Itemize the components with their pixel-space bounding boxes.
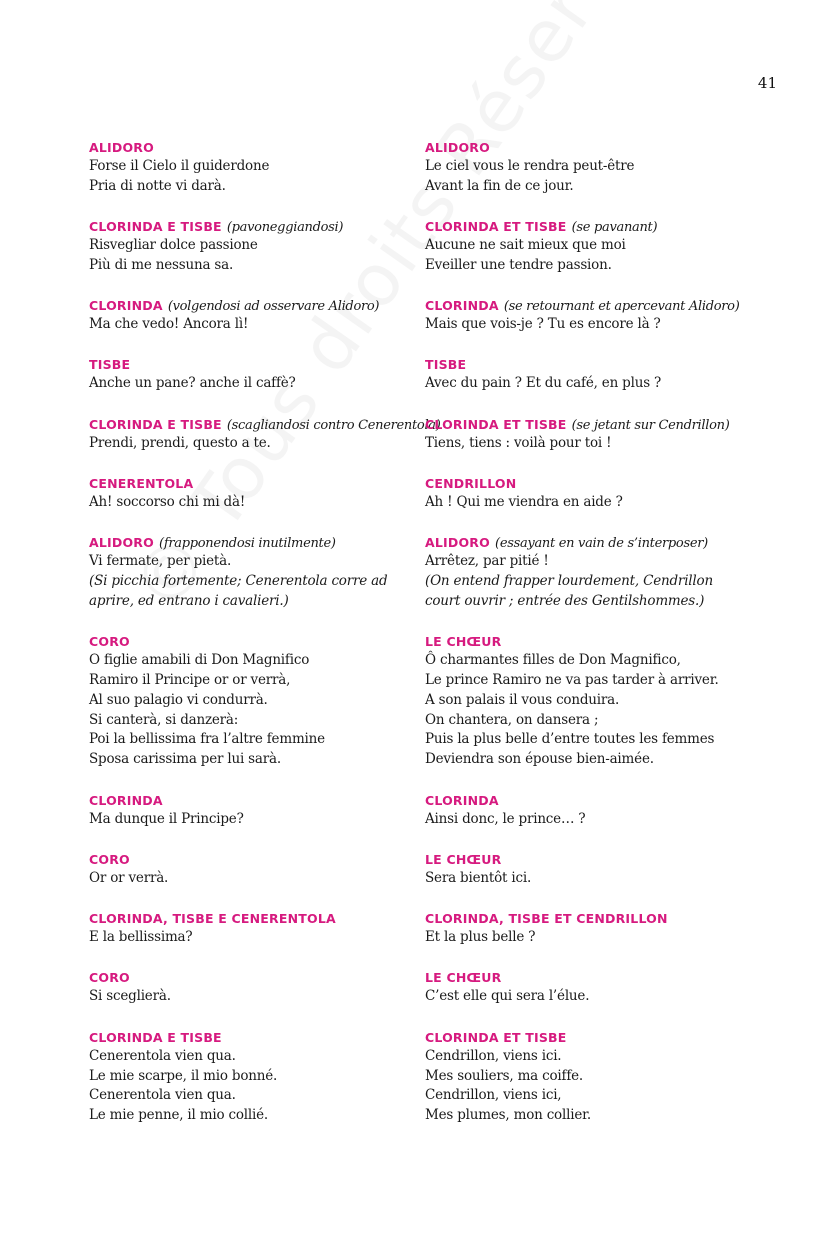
speaker-name: LE CHŒUR: [425, 634, 502, 650]
verse-line: Avant la fin de ce jour.: [425, 177, 574, 194]
verse-line: Avec du pain ? Et du café, en plus ?: [425, 375, 662, 392]
verse-line: Si canterà, si danzerà:: [89, 711, 239, 728]
speaker-name: CENDRILLON: [425, 476, 517, 492]
verse-line: Cendrillon, viens ici.: [425, 1047, 562, 1064]
stage-direction: (se jetant sur Cendrillon): [571, 417, 730, 433]
speaker-line: [425, 532, 755, 552]
dialogue-block: [89, 790, 419, 830]
stage-direction-line: court ouvrir ; entrée des Gentilshommes.): [425, 592, 705, 609]
speaker-name: CORO: [89, 851, 130, 867]
verse-line: Prendi, prendi, questo a te.: [89, 434, 271, 451]
speaker-name: CENERENTOLA: [89, 476, 194, 492]
speaker-line: [425, 473, 755, 493]
verse-line: C’est elle qui sera l’élue.: [425, 988, 590, 1005]
verse-line: Puis la plus belle d’entre toutes les femmes: [425, 731, 715, 748]
speaker-line: [89, 137, 419, 157]
speaker-line: [425, 295, 755, 315]
verse-line: Forse il Cielo il guiderdone: [89, 158, 270, 174]
speaker-line: [89, 473, 419, 493]
verse-line: On chantera, on dansera ;: [425, 711, 599, 728]
verse-line: Si sceglierà.: [89, 988, 171, 1005]
dialogue-block: [425, 473, 755, 513]
stage-direction: (se retournant et apercevant Alidoro): [503, 299, 740, 315]
verse-line: Aucune ne sait mieux que moi: [425, 237, 626, 254]
dialogue-block: [425, 790, 755, 830]
verse-line: Eveiller une tendre passion.: [425, 256, 612, 273]
dialogue-block: [425, 216, 755, 276]
stage-direction: (frapponendosi inutilmente): [159, 536, 336, 552]
verse-line: Ah! soccorso chi mi dà!: [89, 494, 246, 511]
verse-line: Le mie scarpe, il mio bonné.: [89, 1067, 278, 1084]
speaker-name: CLORINDA: [425, 792, 499, 808]
dialogue-block: [89, 908, 419, 948]
verse-line: O figlie amabili di Don Magnifico: [89, 652, 310, 669]
speaker-name: ALIDORO: [89, 140, 154, 155]
speaker-line: [89, 295, 419, 315]
verse-line: Tiens, tiens : voilà pour toi !: [425, 434, 612, 451]
speaker-line: [425, 216, 755, 236]
verse-line: Ah ! Qui me viendra en aide ?: [425, 494, 623, 511]
verse-line: Sposa carissima per lui sarà.: [89, 751, 281, 768]
speaker-name: CLORINDA E TISBE: [89, 219, 222, 235]
stage-direction: (se pavanant): [571, 220, 658, 236]
speaker-line: [425, 354, 755, 374]
stage-direction: (pavoneggiandosi): [226, 220, 344, 236]
speaker-name: LE CHŒUR: [425, 851, 502, 867]
verse-line: Ramiro il Principe or or verrà,: [89, 672, 291, 689]
verse-line: Cenerentola vien qua.: [89, 1087, 236, 1104]
dialogue-block: [89, 216, 419, 276]
dialogue-block: [425, 295, 755, 335]
dialogue-block: [89, 473, 419, 513]
speaker-name: CLORINDA ET TISBE: [425, 416, 567, 432]
speaker-line: [89, 908, 419, 928]
verse-line: Deviendra son épouse bien-aimée.: [425, 751, 654, 768]
stage-direction: (scagliandosi contro Cenerentola): [226, 417, 441, 433]
dialogue-block: [425, 137, 755, 197]
speaker-line: [89, 790, 419, 810]
verse-line: Poi la bellissima fra l’altre femmine: [89, 731, 325, 748]
speaker-name: CLORINDA ET TISBE: [425, 1029, 567, 1045]
speaker-line: [425, 137, 755, 157]
verse-line: Le ciel vous le rendra peut-être: [425, 158, 635, 174]
verse-line: Cenerentola vien qua.: [89, 1047, 236, 1064]
italian-libretto-column: [89, 137, 441, 1145]
speaker-line: [89, 967, 419, 987]
verse-line: Ainsi donc, le prince… ?: [425, 810, 586, 827]
dialogue-block: [89, 532, 419, 611]
verse-line: Anche un pane? anche il caffè?: [89, 375, 296, 392]
verse-line: Or or verrà.: [89, 869, 169, 886]
dialogue-block: [89, 295, 419, 335]
stage-direction-line: (Si picchia fortemente; Cenerentola corre ad: [89, 573, 388, 590]
stage-direction-line: (On entend frapper lourdement, Cendrillon: [425, 573, 713, 590]
speaker-line: [89, 532, 419, 552]
dialogue-block: [425, 849, 755, 889]
verse-line: Più di me nessuna sa.: [89, 256, 234, 273]
speaker-name: CLORINDA: [89, 298, 163, 314]
speaker-name: CLORINDA ET TISBE: [425, 219, 567, 235]
french-translation-column: [425, 137, 755, 1145]
verse-line: Risvegliar dolce passione: [89, 237, 258, 254]
verse-line: A son palais il vous conduira.: [425, 691, 620, 708]
verse-line: Mais que vois-je ? Tu es encore là ?: [425, 316, 661, 333]
verse-line: Mes plumes, mon collier.: [425, 1107, 591, 1124]
speaker-line: [425, 908, 755, 928]
dialogue-block: [425, 532, 755, 611]
verse-line: Arrêtez, par pitié !: [425, 553, 549, 570]
verse-line: Mes souliers, ma coiffe.: [425, 1067, 583, 1084]
speaker-line: [425, 849, 755, 869]
stage-direction: (volgendosi ad osservare Alidoro): [167, 299, 380, 315]
dialogue-block: [89, 849, 419, 889]
verse-line: Sera bientôt ici.: [425, 869, 532, 886]
speaker-line: [425, 790, 755, 810]
verse-line: Vi fermate, per pietà.: [89, 553, 232, 570]
speaker-line: [425, 1027, 755, 1047]
speaker-name: ALIDORO: [425, 535, 490, 551]
dialogue-block: [425, 967, 755, 1007]
verse-line: Le mie penne, il mio collié.: [89, 1107, 269, 1124]
dialogue-block: [89, 354, 419, 394]
speaker-line: [89, 414, 441, 434]
speaker-name: ALIDORO: [89, 535, 154, 551]
speaker-line: [89, 631, 419, 651]
speaker-name: CORO: [89, 634, 130, 650]
dialogue-block: [89, 631, 419, 770]
speaker-line: [425, 414, 755, 434]
verse-line: Ma dunque il Principe?: [89, 810, 244, 827]
speaker-name: CLORINDA, TISBE E CENERENTOLA: [89, 911, 336, 927]
dialogue-block: [89, 137, 419, 197]
verse-line: Al suo palagio vi condurrà.: [89, 691, 268, 708]
speaker-line: [89, 849, 419, 869]
speaker-name: TISBE: [425, 357, 467, 373]
dialogue-block: [425, 1027, 755, 1126]
speaker-line: [425, 631, 755, 651]
speaker-name: CLORINDA: [425, 298, 499, 314]
speaker-name: CORO: [89, 970, 130, 986]
dialogue-block: [89, 414, 441, 454]
speaker-line: [89, 216, 419, 236]
verse-line: Ma che vedo! Ancora lì!: [89, 316, 249, 333]
speaker-name: ALIDORO: [425, 140, 490, 155]
speaker-line: [89, 354, 419, 374]
verse-line: Cendrillon, viens ici,: [425, 1087, 562, 1104]
verse-line: Pria di notte vi darà.: [89, 177, 226, 194]
verse-line: E la bellissima?: [89, 929, 193, 946]
speaker-name: CLORINDA E TISBE: [89, 1029, 222, 1045]
page-number: 41: [757, 74, 777, 92]
verse-line: Le prince Ramiro ne va pas tarder à arriver.: [425, 672, 719, 689]
stage-direction: (essayant en vain de s’interposer): [495, 536, 708, 552]
speaker-line: [89, 1027, 419, 1047]
speaker-name: LE CHŒUR: [425, 970, 502, 986]
speaker-name: CLORINDA: [89, 792, 163, 808]
verse-line: Et la plus belle ?: [425, 929, 536, 946]
speaker-name: TISBE: [89, 357, 131, 373]
speaker-line: [425, 967, 755, 987]
verse-line: Ô charmantes filles de Don Magnifico,: [425, 652, 681, 669]
dialogue-block: [425, 354, 755, 394]
dialogue-block: [425, 908, 755, 948]
dialogue-block: [425, 631, 755, 770]
dialogue-block: [89, 1027, 419, 1126]
dialogue-block: [89, 967, 419, 1007]
dialogue-block: [425, 414, 755, 454]
stage-direction-line: aprire, ed entrano i cavalieri.): [89, 592, 289, 609]
speaker-name: CLORINDA E TISBE: [89, 416, 222, 432]
speaker-name: CLORINDA, TISBE ET CENDRILLON: [425, 911, 668, 927]
